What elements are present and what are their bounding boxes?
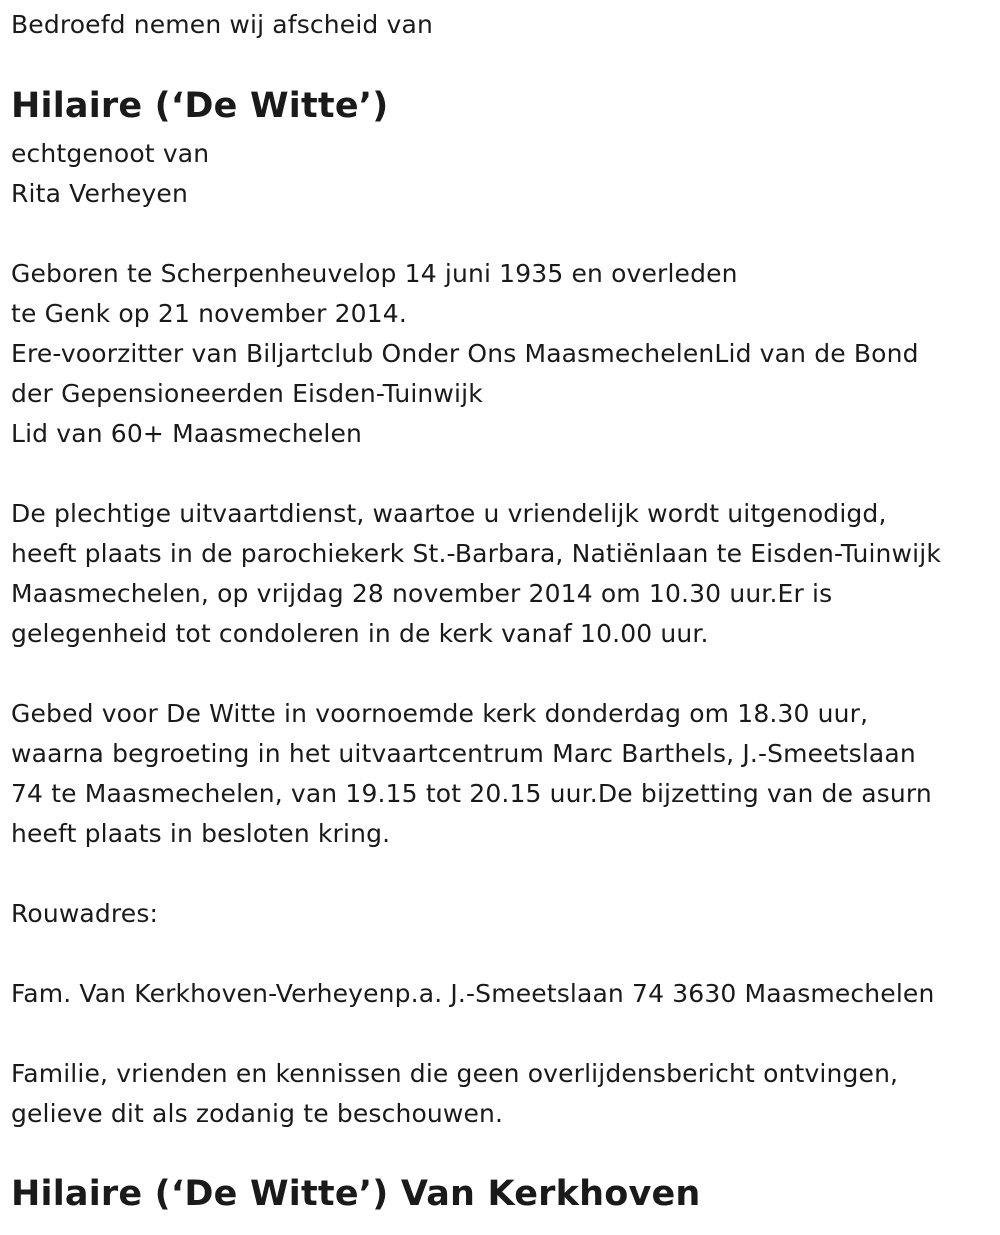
closing-line: gelieve dit als zodanig te beschouwen. <box>11 1099 504 1128</box>
biography-line: der Gepensioneerden Eisden-Tuinwijk <box>11 379 483 408</box>
deceased-name: Hilaire (‘De Witte’) <box>11 86 389 126</box>
funeral-line: De plechtige uitvaartdienst, waartoe u vriendelijk wordt uitgenodigd, <box>11 499 887 528</box>
prayer-line: 74 te Maasmechelen, van 19.15 tot 20.15 uur.De bijzetting van de asurn <box>11 779 932 808</box>
funeral-line: Maasmechelen, op vrijdag 28 november 2014 om 10.30 uur.Er is <box>11 579 833 608</box>
prayer-line: heeft plaats in besloten kring. <box>11 819 391 848</box>
biography-line: te Genk op 21 november 2014. <box>11 299 407 328</box>
prayer-line: Gebed voor De Witte in voornoemde kerk donderdag om 18.30 uur, <box>11 699 869 728</box>
intro-text: Bedroefd nemen wij afscheid van <box>11 10 433 39</box>
mourning-address-label: Rouwadres: <box>11 899 159 928</box>
biography-line: Lid van 60+ Maasmechelen <box>11 419 363 448</box>
mourning-address: Fam. Van Kerkhoven-Verheyenp.a. J.-Smeetslaan 74 3630 Maasmechelen <box>11 979 935 1008</box>
funeral-line: heeft plaats in de parochiekerk St.-Barbara, Natiënlaan te Eisden-Tuinwijk <box>11 539 941 568</box>
biography-line: Ere-voorzitter van Biljartclub Onder Ons MaasmechelenLid van de Bond <box>11 339 919 368</box>
funeral-line: gelegenheid tot condoleren in de kerk vanaf 10.00 uur. <box>11 619 709 648</box>
biography-line: Geboren te Scherpenheuvelop 14 juni 1935 en overleden <box>11 259 738 288</box>
prayer-line: waarna begroeting in het uitvaartcentrum Marc Barthels, J.-Smeetslaan <box>11 739 916 768</box>
full-name: Hilaire (‘De Witte’) Van Kerkhoven <box>11 1174 701 1214</box>
spouse-name: Rita Verheyen <box>11 179 188 208</box>
spouse-label: echtgenoot van <box>11 139 210 168</box>
closing-line: Familie, vrienden en kennissen die geen overlijdensbericht ontvingen, <box>11 1059 899 1088</box>
